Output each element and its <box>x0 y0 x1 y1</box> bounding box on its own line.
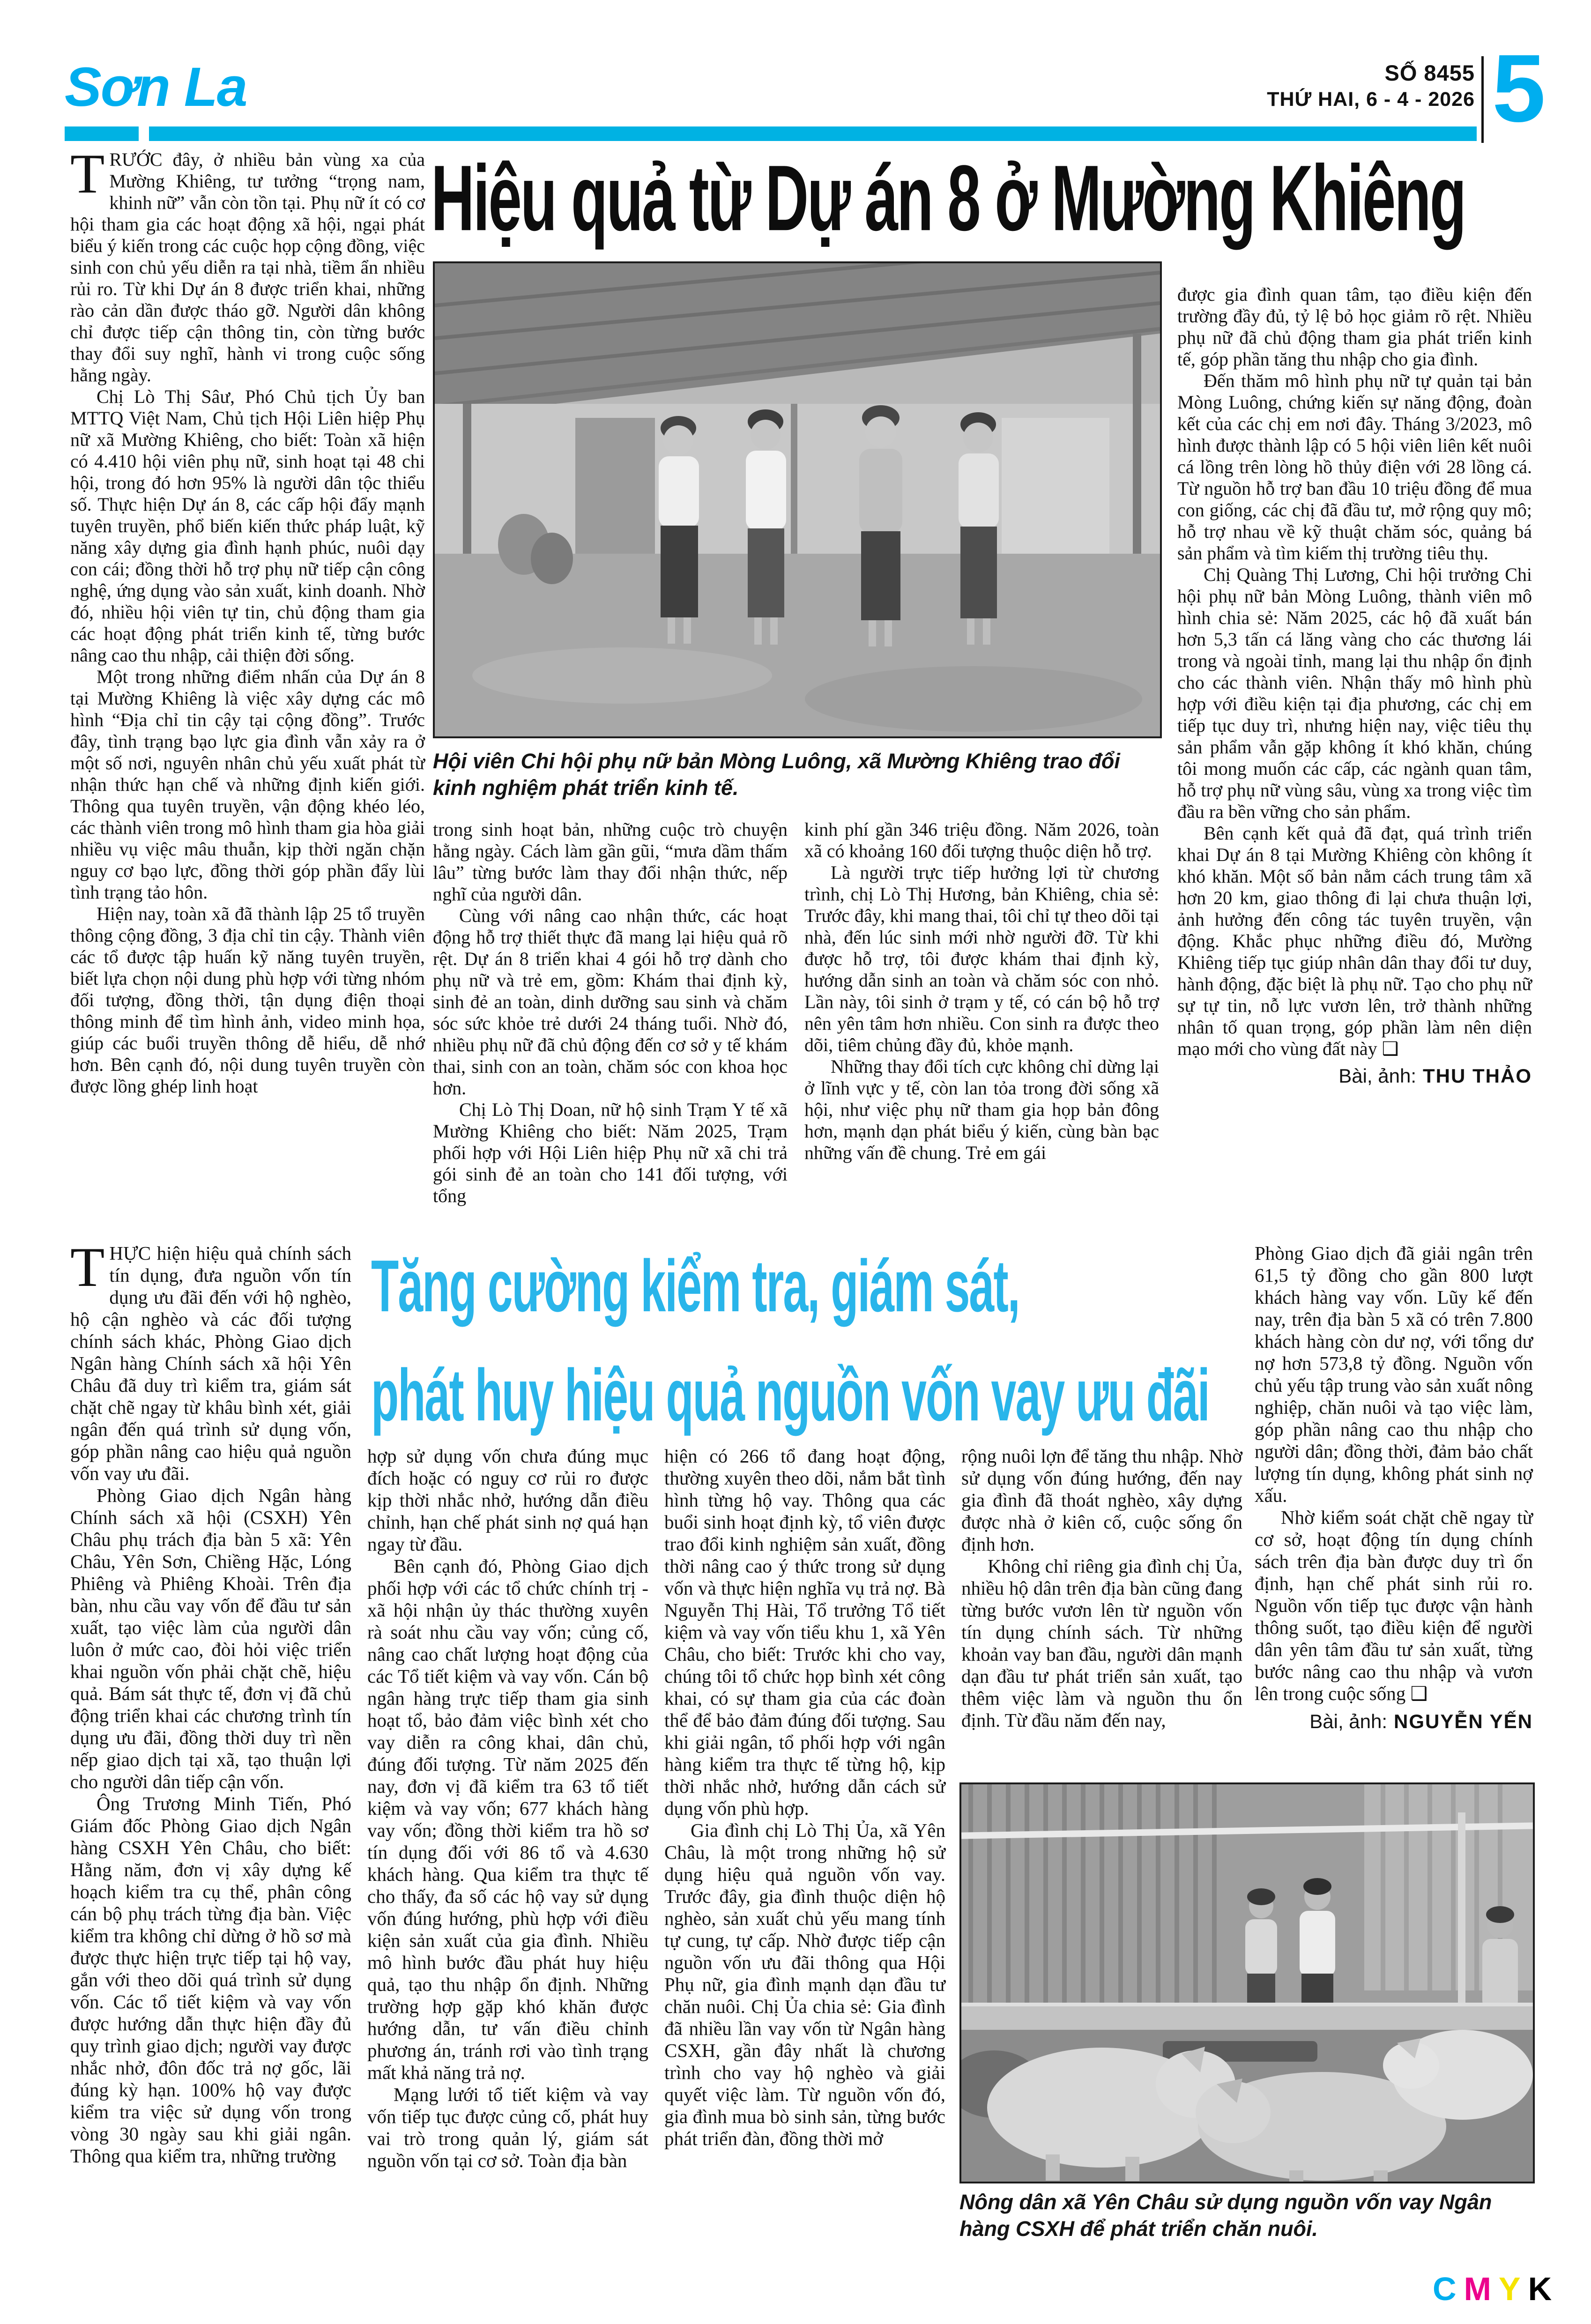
paragraph: được gia đình quan tâm, tạo điều kiện đến trường đầy đủ, tỷ lệ bỏ học giảm rõ rệt. Nhiều phụ nữ đã chủ động tham gia phát triển kinh tế, góp phần tăng thu nhập cho gia đình. <box>1177 284 1532 370</box>
article2-photo <box>959 1782 1535 2183</box>
paragraph: Đến thăm mô hình phụ nữ tự quản tại bản Mòng Luông, chứng kiến sự năng động, đoàn kết của các chị em nơi đây. Tháng 3/2023, mô hình được thành lập có 5 hội viên liên kết nuôi cá lồng trên lòng hồ thủy điện với 28 lồng cá. Từ nguồn hỗ trợ ban đầu 10 triệu đồng để mua con giống, các chị đã đầu tư, mở rộng quy mô; hỗ trợ nhau về kỹ thuật chăm sóc, quảng bá sản phẩm và tìm kiếm thị trường tiêu thụ. <box>1177 370 1532 564</box>
article2-column-1 <box>70 1236 351 2167</box>
paragraph: Là người trực tiếp hưởng lợi từ chương trình, chị Lò Thị Hương, bản Khiêng, chia sẻ: Trước đây, khi mang thai, tôi chỉ tự theo dõi tại nhà, đến lúc sinh mới nhờ người đỡ. Từ khi được hỗ trợ, tôi được khám thai định kỳ, hướng dẫn sinh an toàn và chăm sóc con nhỏ. Lần này, tôi sinh ở trạm y tế, có cán bộ hỗ trợ nên yên tâm hơn nhiều. Con sinh ra được theo dõi, tiêm chủng đầy đủ, khỏe mạnh. <box>804 862 1159 1055</box>
issue-block <box>1267 60 1475 112</box>
paragraph: Cùng với nâng cao nhận thức, các hoạt động hỗ trợ thiết thực đã mang lại hiệu quả rõ rệt. Dự án 8 triển khai 4 gói hỗ trợ dành cho phụ nữ và trẻ em, gồm: Khám thai định kỳ, sinh đẻ an toàn, dinh dưỡng sau sinh và chăm sóc sức khỏe trẻ dưới 24 tháng tuổi. Nhờ đó, nhiều phụ nữ đã chủ động đến cơ sở y tế khám thai, sinh con an toàn, chăm sóc con khoa học hơn. <box>433 905 788 1099</box>
issue-date: THỨ HAI, 6 - 4 - 2026 <box>1267 88 1475 111</box>
paragraph: Nhờ kiểm soát chặt chẽ ngay từ cơ sở, hoạt động tín dụng chính sách trên địa bàn được duy trì ổn định, hạn chế phát sinh rủi ro. Nguồn vốn tiếp tục được vận hành thông suốt, tạo điều kiện để người dân yên tâm đầu tư sản xuất, từng bước nâng cao thu nhập và vươn lên trong cuộc sống ❑ <box>1255 1507 1533 1704</box>
paragraph: Chị Lò Thị Doan, nữ hộ sinh Trạm Y tế xã Mường Khiêng cho biết: Năm 2025, Trạm phối hợp với Hội Liên hiệp Phụ nữ xã chi trả gói sinh đẻ an toàn cho 141 đối tượng, với tổng <box>433 1099 788 1206</box>
cmyk-m: M <box>1464 2271 1491 2307</box>
paragraph: Chị Quàng Thị Lương, Chi hội trưởng Chi hội phụ nữ bản Mòng Luông, thành viên mô hình chia sẻ: Năm 2025, các hộ đã xuất bán hơn 5,3 tấn cá lăng vàng cho các thương lái trong và ngoài tỉnh, mang lại thu nhập ổn định cho các thành viên. Nhận thấy mô hình phù hợp với điều kiện tại địa phương, các chị em tiếp tục duy trì, nhưng hiện nay, việc tiêu thụ sản phẩm vẫn gặp không ít khó khăn, chúng tôi mong muốn các cấp, các ngành quan tâm, hỗ trợ phụ nữ vùng sâu, vùng xa trong việc tìm đầu ra bền vững cho sản phẩm. <box>1177 564 1532 822</box>
article2-column-3 <box>664 1445 945 2150</box>
byline-label: Bài, ảnh: <box>1309 1710 1388 1732</box>
article1-column-4 <box>1177 284 1532 1087</box>
figure-visitor-2 <box>1300 1878 1335 2009</box>
paragraph: Gia đình chị Lò Thị Ủa, xã Yên Châu, là một trong những hộ sử dụng hiệu quả nguồn vốn vay. Trước đây, gia đình thuộc diện hộ nghèo, sản xuất chủ yếu mang tính tự cung, tự cấp. Nhờ được tiếp cận nguồn vốn ưu đãi thông qua Hội Phụ nữ, gia đình mạnh dạn đầu tư chăn nuôi. Chị Ủa chia sẻ: Gia đình đã nhiều lần vay vốn từ Ngân hàng CSXH, gần đây nhất là chương trình cho vay hộ nghèo và giải quyết việc làm. Từ nguồn vốn đó, gia đình mua bò sinh sản, từng bước phát triển đàn, đồng thời mở <box>664 1819 945 2149</box>
article1-photo-graphic <box>435 263 1160 736</box>
byline-author: THU THẢO <box>1423 1065 1532 1087</box>
paragraph: Phòng Giao dịch Ngân hàng Chính sách xã hội (CSXH) Yên Châu phụ trách địa bàn 5 xã: Yên Châu, Yên Sơn, Chiềng Hặc, Lóng Phiêng và Phiêng Khoài. Trên địa bàn, nhu cầu vay vốn để đầu tư sản xuất, tạo việc làm của người dân luôn ở mức cao, đòi hỏi việc triển khai nguồn vốn phải chặt chẽ, hiệu quả. Bám sát thực tế, đơn vị đã chủ động triển khai các chương trình tín dụng ưu đãi, đồng thời duy trì nền nếp giao dịch tại xã, tạo thuận lợi cho người dân tiếp cận vốn. <box>70 1485 351 1792</box>
article2-headline-text-1: Tăng cường kiểm tra, giám sát, <box>371 1244 1019 1328</box>
paragraph: Những thay đổi tích cực không chỉ dừng lại ở lĩnh vực y tế, còn lan tỏa trong đời sống xã hội, như việc phụ nữ tham gia họp bản đông hơn, mạnh dạn phát biểu ý kiến, cùng bàn bạc những vấn đề chung. Trẻ em gái <box>804 1056 1159 1163</box>
byline-label: Bài, ảnh: <box>1338 1065 1417 1087</box>
article2-column-5 <box>1255 1242 1533 1732</box>
byline-author: NGUYỄN YẾN <box>1394 1710 1533 1732</box>
header-bar-long <box>149 126 1477 141</box>
cmyk-k: K <box>1528 2271 1552 2307</box>
figure-visitor-3 <box>1482 1906 1518 2009</box>
paragraph: kinh phí gần 346 triệu đồng. Năm 2026, toàn xã có khoảng 160 đối tượng thuộc diện hỗ trợ. <box>804 819 1159 861</box>
paragraph-text: HỰC hiện hiệu quả chính sách tín dụng, đưa nguồn vốn tín dụng ưu đãi đến với hộ nghèo, hộ cận nghèo và các đối tượng chính sách khác, Phòng Giao dịch Ngân hàng Chính sách xã hội Yên Châu đã duy trì kiểm tra, giám sát chặt chẽ ngay từ khâu bình xét, giải ngân đến quá trình sử dụng vốn, góp phần nâng cao hiệu quả nguồn vốn vay ưu đãi. <box>70 1242 351 1484</box>
header-divider <box>1481 56 1484 143</box>
article2-column-4 <box>961 1445 1242 1731</box>
article2-byline <box>1255 1710 1533 1732</box>
paragraph: Bên cạnh kết quả đã đạt, quá trình triển khai Dự án 8 tại Mường Khiêng còn không ít khó khăn. Một số bản nằm cách trung tâm xã hơn 20 km, giao thông đi lại chưa thuận lợi, ảnh hưởng đến công tác tuyên truyền, vận động. Khắc phục những điều đó, Mường Khiêng tiếp tục giúp nhân dân thay đổi tư duy, hành động, đặc biệt là phụ nữ. Tạo cho phụ nữ sự tự tin, nỗ lực vươn lên, trở thành những nhân tố quan trọng, góp phần làm nên diện mạo mới cho vùng đất này ❑ <box>1177 823 1532 1059</box>
article2-photo-caption: Nông dân xã Yên Châu sử dụng nguồn vốn vay Ngân hàng CSXH để phát triển chăn nuôi. <box>959 2190 1492 2241</box>
header-bar-short <box>65 126 139 141</box>
cmyk-y: Y <box>1498 2271 1521 2307</box>
article1-byline <box>1177 1065 1532 1087</box>
paragraph: hợp sử dụng vốn chưa đúng mục đích hoặc có nguy cơ rủi ro được kịp thời nhắc nhở, hướng dẫn điều chỉnh, hạn chế phát sinh nợ quá hạn ngay từ đầu. <box>367 1445 648 1555</box>
dropcap: T <box>70 1236 105 1298</box>
paragraph: Mạng lưới tổ tiết kiệm và vay vốn tiếp tục được củng cố, phát huy vai trò trong quản lý, giám sát nguồn vốn tại cơ sở. Toàn địa bàn <box>367 2084 648 2171</box>
cmyk-print-mark <box>1433 2270 1559 2308</box>
article1-column-3 <box>804 819 1159 1164</box>
paragraph: trong sinh hoạt bản, những cuộc trò chuyện hằng ngày. Cách làm gần gũi, “mưa dầm thấm lâu” từng bước làm thay đổi nhận thức, nếp nghĩ của người dân. <box>433 819 788 905</box>
article1-headline <box>431 144 1537 250</box>
article2-headline-line2 <box>371 1353 1261 1458</box>
article1-photo <box>433 261 1162 738</box>
paragraph: Ông Trương Minh Tiến, Phó Giám đốc Phòng Giao dịch Ngân hàng CSXH Yên Châu, cho biết: Hằng năm, đơn vị xây dựng kế hoạch kiểm tra cụ thể, phân công cán bộ phụ trách từng địa bàn. Việc kiểm tra không chỉ dừng ở hồ sơ mà được thực hiện trực tiếp tại hộ vay, gắn với theo dõi quá trình sử dụng vốn. Các tổ tiết kiệm và vay vốn được hướng dẫn thực hiện đầy đủ quy trình giao dịch; người vay được nhắc nhở, đôn đốc trả nợ gốc, lãi đúng kỳ hạn. 100% hộ vay được kiểm tra việc sử dụng vốn trong vòng 30 ngày sau khi giải ngân. Thông qua kiểm tra, những trường <box>70 1793 351 2167</box>
paragraph: Chị Lò Thị Sâư, Phó Chủ tịch Ủy ban MTTQ Việt Nam, Chủ tịch Hội Liên hiệp Phụ nữ xã Mường Khiêng, cho biết: Toàn xã hiện có 4.410 hội viên phụ nữ, sinh hoạt tại 48 chi hội, trong đó hơn 95% là người dân tộc thiểu số. Thực hiện Dự án 8, các cấp hội đẩy mạnh tuyên truyền, phổ biến kiến thức pháp luật, kỹ năng xây dựng gia đình hạnh phúc, nuôi dạy con cái; đồng thời hỗ trợ phụ nữ tiếp cận công nghệ, ứng dụng vào sản xuất, kinh doanh. Nhờ đó, nhiều hội viên tự tin, chủ động tham gia các hoạt động phát triển kinh tế, từng bước nâng cao thu nhập, cải thiện đời sống. <box>70 386 425 666</box>
cmyk-c: C <box>1433 2271 1457 2307</box>
article1-column-1 <box>70 142 425 1097</box>
paragraph: Phòng Giao dịch đã giải ngân trên 61,5 tỷ đồng cho gần 800 lượt khách hàng vay vốn. Lũy kế đến nay, trên địa bàn 5 xã có trên 7.800 khách hàng còn dư nợ, với tổng dư nợ hơn 573,8 tỷ đồng. Nguồn vốn chủ yếu tập trung vào sản xuất nông nghiệp, chăn nuôi và tạo việc làm, góp phần nâng cao thu nhập cho người dân; đồng thời, đảm bảo chất lượng tín dụng, không phát sinh nợ xấu. <box>1255 1242 1533 1506</box>
paragraph: hiện có 266 tổ đang hoạt động, thường xuyên theo dõi, nắm bắt tình hình từng hộ vay. Thông qua các buổi sinh hoạt định kỳ, tổ viên được trao đổi kinh nghiệm sản xuất, đồng thời nâng cao ý thức trong sử dụng vốn và thực hiện nghĩa vụ trả nợ. Bà Nguyễn Thị Hài, Tổ trưởng Tổ tiết kiệm và vay vốn tiểu khu 1, xã Yên Châu, cho biết: Trước khi cho vay, chúng tôi tổ chức họp bình xét công khai, có sự tham gia của các đoàn thể để bảo đảm đúng đối tượng. Sau khi giải ngân, tổ phối hợp với ngân hàng kiểm tra thực tế từng hộ, kịp thời nhắc nhở, hướng dẫn cách sử dụng vốn phù hợp. <box>664 1445 945 1819</box>
page-number: 5 <box>1492 35 1546 142</box>
article1-headline-text: Hiệu quả từ Dự án 8 ở Mường Khiêng <box>431 146 1465 250</box>
paragraph <box>70 142 425 386</box>
paragraph: Không chỉ riêng gia đình chị Ủa, nhiều hộ dân trên địa bàn cũng đang từng bước vươn lên từ nguồn vốn tín dụng chính sách. Từ những khoản vay ban đầu, người dân mạnh dạn đầu tư phát triển sản xuất, tạo thêm việc làm và nguồn thu ổn định. Từ đầu năm đến nay, <box>961 1555 1242 1731</box>
masthead-brand: Sơn La <box>65 56 247 118</box>
paragraph: Bên cạnh đó, Phòng Giao dịch phối hợp với các tổ chức chính trị - xã hội nhận ủy thác thường xuyên rà soát nhu cầu vay vốn; củng cố, nâng cao chất lượng hoạt động của các Tổ tiết kiệm và vay vốn. Cán bộ ngân hàng trực tiếp tham gia sinh hoạt tổ, bảo đảm việc bình xét cho vay diễn ra công khai, dân chủ, đúng đối tượng. Từ năm 2025 đến nay, đơn vị đã kiểm tra 63 tổ tiết kiệm và vay vốn; 677 khách hàng vay vốn; đồng thời kiểm tra hồ sơ tín dụng đối với 86 tổ và 4.630 khách hàng. Qua kiểm tra thực tế cho thấy, đa số các hộ vay sử dụng vốn đúng hướng, phù hợp với điều kiện sản xuất của gia đình. Nhiều mô hình bước đầu phát huy hiệu quả, tạo thu nhập ổn định. Những trường hợp gặp khó khăn được hướng dẫn, tư vấn điều chỉnh phương án, tránh rơi vào tình trạng mất khả năng trả nợ. <box>367 1555 648 2083</box>
figure-visitor-1 <box>1245 1888 1277 2009</box>
article1-photo-caption: Hội viên Chi hội phụ nữ bản Mòng Luông, xã Mường Khiêng trao đổi kinh nghiệm phát triển kinh tế. <box>433 749 1120 800</box>
article2-headline-line1 <box>371 1244 1261 1349</box>
article1-column-2 <box>433 819 788 1207</box>
paragraph: Hiện nay, toàn xã đã thành lập 25 tổ truyền thông cộng đồng, 3 địa chỉ tin cậy. Thành viên các tổ được tập huấn kỹ năng tuyên truyền, biết lựa chọn nội dung phù hợp với từng nhóm đối tượng, đồng thời, tận dụng điện thoại thông minh để tìm hình ảnh, video minh họa, giúp các buổi truyền thông dễ hiểu, dễ nhớ hơn. Bên cạnh đó, nội dung tuyên truyền còn được lồng ghép linh hoạt <box>70 903 425 1097</box>
paragraph-text: RƯỚC đây, ở nhiều bản vùng xa của Mường Khiêng, tư tưởng “trọng nam, khinh nữ” vẫn còn tồn tại. Phụ nữ ít có cơ hội tham gia các hoạt động xã hội, ngại phát biểu ý kiến trong các cuộc họp cộng đồng, việc sinh con chủ yếu diễn ra tại nhà, tiềm ẩn nhiều rủi ro. Từ khi Dự án 8 được triển khai, những rào cản dần được tháo gỡ. Người dân không chỉ được tiếp cận thông tin, còn từng bước thay đổi suy nghĩ, hành vi trong cuộc sống hằng ngày. <box>70 149 425 386</box>
article2-headline-text-2: phát huy hiệu quả nguồn vốn vay ưu đãi <box>371 1353 1209 1437</box>
article2-column-2 <box>367 1445 648 2172</box>
issue-number: SỐ 8455 <box>1384 60 1475 85</box>
article2-photo-graphic <box>961 1784 1533 2182</box>
paragraph <box>70 1236 351 1485</box>
paragraph: rộng nuôi lợn để tăng thu nhập. Nhờ sử dụng vốn đúng hướng, đến nay gia đình đã thoát nghèo, xây dựng được nhà ở kiên cố, cuộc sống ổn định hơn. <box>961 1445 1242 1555</box>
dropcap: T <box>70 142 105 205</box>
paragraph: Một trong những điểm nhấn của Dự án 8 tại Mường Khiêng là việc xây dựng các mô hình “Địa chỉ tin cậy tại cộng đồng”. Trước đây, tình trạng bạo lực gia đình vẫn xảy ra ở một số nơi, nguyên nhân chủ yếu xuất phát từ nhận thức hạn chế và những định kiến giới. Thông qua tuyên truyền, vận động khéo léo, các thành viên trong mô hình tham gia hòa giải nhiều vụ việc mâu thuẫn, kịp thời ngăn chặn nguy cơ bạo lực, đồng thời góp phần đẩy lùi tình trạng tảo hôn. <box>70 666 425 903</box>
